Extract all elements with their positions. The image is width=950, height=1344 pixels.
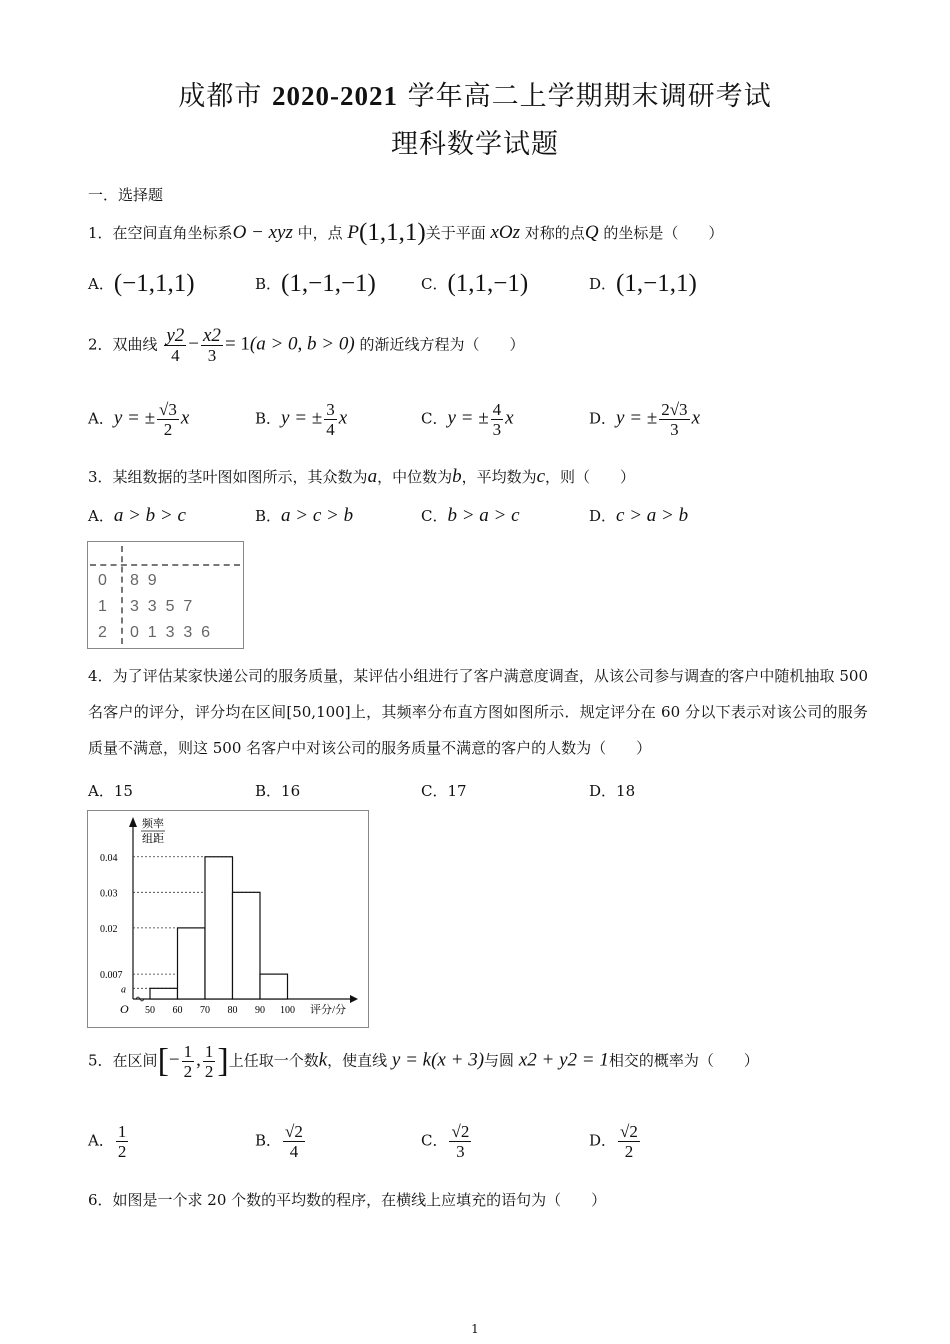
ylabel-bottom: 组距 [142,833,164,845]
q1-option-a: A．(−1,1,1) [88,270,195,297]
q2-option-a: A．y = ± $\frac{√3}{2}$ x [88,400,190,439]
histogram-figure [87,810,369,1028]
q2-option-b: B．y = ± $\frac{3}{4}$ x [255,400,348,439]
xtick-label-1: 60 [172,1005,183,1016]
q5-option-c: C． $\frac{√2}{3}$ [421,1122,470,1161]
xtick-label-3: 80 [227,1005,238,1016]
question-4: 4．为了评估某家快递公司的服务质量，某评估小组进行了客户满意度调查，从该公司参与调查的客户中随机抽取 500 名客户的评分，评分均在区间[50,100]上，其频率分布直方图如图所示．规定评分在 60 分以下表示对该公司的服务质量不满意，则这 500 名客户中对该公司的服务质量不满意的客户的人数为（ ） [88,667,868,757]
q3-option-b: B．a > c > b [255,505,354,526]
q3-option-c: C．b > a > c [421,505,520,526]
q1-option-c: C．(1,1,−1) [421,270,529,297]
q3-option-a: A．a > b > c [88,505,186,526]
q3-option-d: D．c > a > b [589,505,689,526]
bar-0 [150,988,178,999]
histogram-svg [88,811,368,1027]
bar-1 [178,928,206,999]
xtick-label-5: 100 [280,1005,295,1016]
leaves-2: 0 1 3 3 6 [130,624,211,641]
stem-divider [121,546,124,644]
q1-option-b: B．(1,−1,−1) [255,270,376,297]
bar-4 [260,974,288,999]
question-2: 2．双曲线 $\frac{y2}{4}$ − $\frac{x2}{3}$ = 1(a > 0, b > 0) 的渐近线方程为（ ） [88,325,525,365]
question-1: 1．在空间直角坐标系O − xyz 中，点 P(1,1,1)关于平面 xOz 对称的点Q 的坐标是（ ） [88,219,724,246]
stem-2: 2 [98,624,107,641]
fraction: $\frac{x2}{3}$ [203,325,221,365]
ytick-label-1: 0.03 [100,888,118,900]
xtick-label-4: 90 [255,1005,265,1016]
q2-option-c: C．y = ± $\frac{4}{3}$ x [421,400,514,439]
ytick-label-4: a [121,984,126,996]
q4-option-b: B．16 [255,782,301,800]
paper-title-line2: 理科数学试题 [391,129,559,160]
fraction: $\frac{y2}{4}$ [166,325,185,365]
q2-option-d: D．y = ± $\frac{2√3}{3}$ x [589,400,700,439]
q5-option-d: D． $\frac{√2}{2}$ [589,1122,638,1161]
q4-option-a: A．15 [88,782,133,800]
paper-title-line1: 成都市 2020-2021 学年高二上学期期末调研考试 [178,81,772,112]
leaves-1: 3 3 5 7 [130,598,193,615]
ytick-label-0: 0.04 [100,852,118,864]
ytick-label-3: 0.007 [100,970,123,982]
y-axis-arrow [129,817,137,827]
bar-3 [233,892,261,999]
ytick-label-2: 0.02 [100,923,118,935]
xtick-label-2: 70 [200,1005,210,1016]
q4-option-c: C．17 [421,782,467,800]
q5-option-b: B． $\frac{√2}{4}$ [255,1122,303,1161]
xlabel: 评分/分 [310,1004,347,1016]
ylabel-top: 频率 [142,818,164,830]
q4-option-d: D．18 [589,782,636,800]
stem-1: 1 [98,598,107,615]
leaves-0: 8 9 [130,572,157,589]
question-5: 5．在区间[− $\frac{1}{2}$ , $\frac{1}{2}$ ]上任取一个数k，使直线 y = k(x + 3)与圆 x2 + y2 = 1相交的概率为（ ） [88,1042,759,1081]
stem-leaf-figure [87,541,244,649]
question-3: 3．某组数据的茎叶图如图所示，其众数为a，中位数为b，平均数为c，则（ ） [88,466,636,487]
section-heading: 一．选择题 [88,186,164,204]
stem-0: 0 [98,572,107,589]
page-number: 1 [471,1322,479,1336]
q1-option-d: D．(1,−1,1) [589,270,697,297]
question-6: 6．如图是一个求 20 个数的平均数的程序，在横线上应填充的语句为（ ） [88,1191,607,1209]
xtick-label-0: 50 [145,1005,155,1016]
header-divider [90,564,240,567]
origin-label: O [120,1002,129,1016]
q5-option-a: A． $\frac{1}{2}$ [88,1122,127,1161]
x-axis-arrow [350,995,358,1003]
bar-2 [205,857,233,999]
